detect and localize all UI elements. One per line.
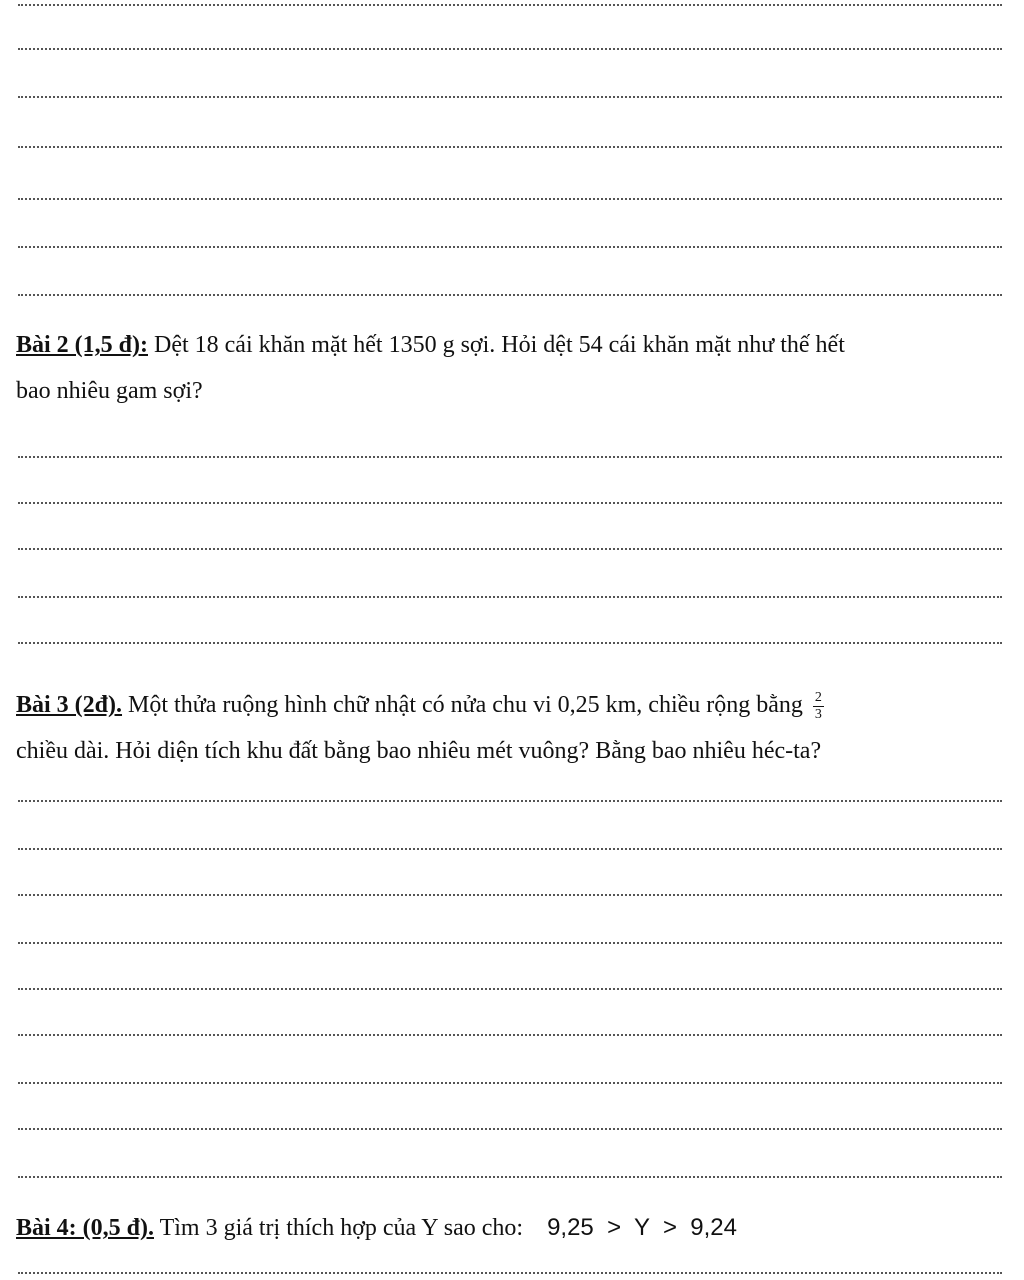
exercise-4-text: Tìm 3 giá trị thích hợp của Y sao cho: [154, 1215, 524, 1241]
fraction-numerator: 2 [814, 689, 822, 705]
exercise-4-inequality: 9,25 > Y > 9,24 [547, 1214, 737, 1241]
exercise-4 [16, 1205, 1006, 1251]
answer-line [18, 198, 1002, 200]
exercise-3 [16, 682, 1006, 774]
answer-line [18, 894, 1002, 896]
answer-line [18, 96, 1002, 98]
answer-line [18, 4, 1002, 6]
answer-line [18, 848, 1002, 850]
exercise-2 [16, 322, 1006, 414]
exercise-2-text-line2: bao nhiêu gam sợi? [16, 378, 203, 404]
exercise-2-label: Bài 2 (1,5 đ): [16, 332, 148, 358]
exercise-3-text-line1: Một thửa ruộng hình chữ nhật có nửa chu vi 0,25 km, chiều rộng bằng [122, 692, 803, 718]
answer-line [18, 294, 1002, 296]
answer-line [18, 988, 1002, 990]
answer-line [18, 1034, 1002, 1036]
answer-line [18, 1082, 1002, 1084]
answer-line [18, 942, 1002, 944]
answer-line [18, 548, 1002, 550]
answer-line [18, 1128, 1002, 1130]
answer-line [18, 146, 1002, 148]
answer-line [18, 596, 1002, 598]
answer-line [18, 502, 1002, 504]
fraction-two-thirds [813, 690, 824, 723]
answer-line [18, 48, 1002, 50]
fraction-denominator: 3 [814, 706, 822, 722]
answer-line [18, 642, 1002, 644]
answer-line [18, 1272, 1002, 1274]
exercise-3-label: Bài 3 (2đ). [16, 692, 123, 718]
answer-line [18, 800, 1002, 802]
exercise-4-label: Bài 4: (0,5 đ). [16, 1215, 154, 1241]
exercise-2-text-line1: Dệt 18 cái khăn mặt hết 1350 g sợi. Hỏi dệt 54 cái khăn mặt như thế hết [148, 332, 845, 358]
answer-line [18, 1176, 1002, 1178]
answer-line [18, 456, 1002, 458]
answer-line [18, 246, 1002, 248]
exercise-3-text-line2: chiều dài. Hỏi diện tích khu đất bằng bao nhiêu mét vuông? Bằng bao nhiêu héc-ta? [16, 738, 822, 764]
